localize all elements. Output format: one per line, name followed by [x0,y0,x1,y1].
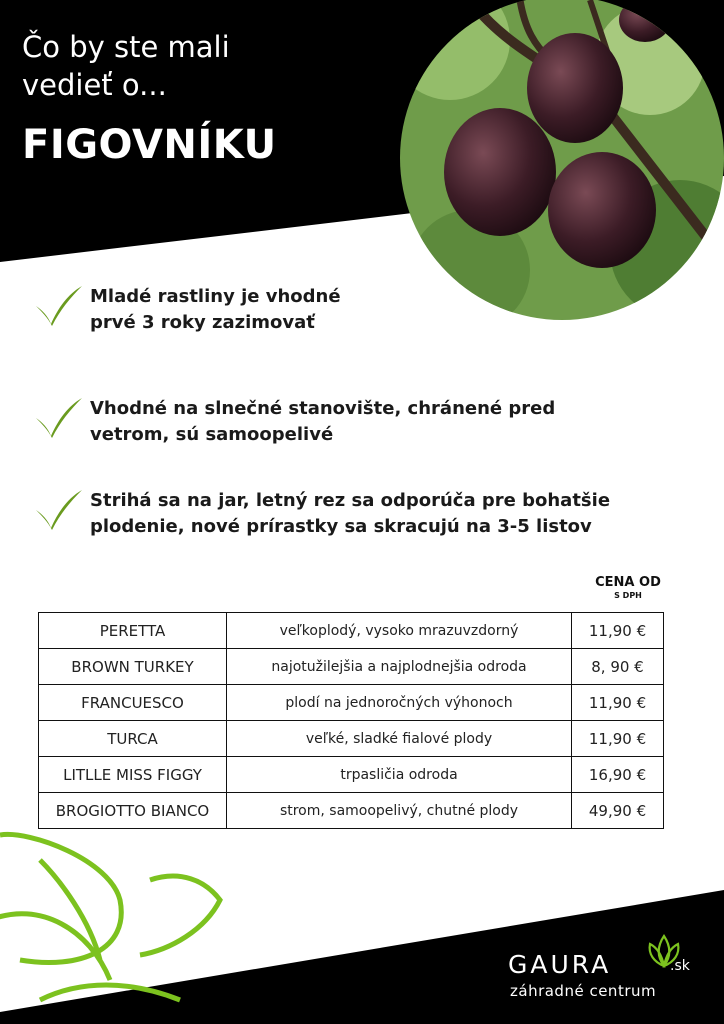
logo-tagline: záhradné centrum [510,982,657,1000]
variety-name: PERETTA [39,613,227,649]
page-title: FIGOVNÍKU [22,122,277,168]
tip-3-line-1: Strihá sa na jar, letný rez sa odporúča pre bohatšie [90,490,611,511]
variety-name: LITLLE MISS FIGGY [39,757,227,793]
variety-description: najotužilejšia a najplodnejšia odroda [227,649,572,685]
variety-price: 49,90 € [572,793,664,829]
logo-brand: GAURA [508,950,612,979]
heading-line-2: vedieť o... [22,68,167,102]
fig-fruit [527,33,623,143]
tip-2-line-1: Vhodné na slnečné stanovište, chránené pred [90,398,556,419]
variety-description: plodí na jednoročných výhonoch [227,685,572,721]
variety-name: BROWN TURKEY [39,649,227,685]
tip-1-line-1: Mladé rastliny je vhodné [90,286,341,307]
price-table [38,612,664,829]
tip-3-line-2: plodenie, nové prírastky sa skracujú na 3-5 listov [90,516,592,537]
variety-name: TURCA [39,721,227,757]
tip-2-line-2: vetrom, sú samoopelivé [90,424,334,445]
table-row [39,649,664,685]
heading-line-1: Čo by ste mali [22,30,230,64]
variety-name: BROGIOTTO BIANCO [39,793,227,829]
variety-price: 11,90 € [572,613,664,649]
variety-price: 8, 90 € [572,649,664,685]
table-row [39,721,664,757]
variety-name: FRANCUESCO [39,685,227,721]
table-row [39,685,664,721]
price-column-header [578,576,678,602]
checkmark-icon [34,284,84,328]
table-row [39,613,664,649]
gaura-logo[interactable] [508,932,708,1002]
logo-domain: .sk [670,958,690,974]
variety-description: strom, samoopelivý, chutné plody [227,793,572,829]
fig-fruit [548,152,656,268]
table-row [39,793,664,829]
checkmark-icon [34,488,84,532]
checkmark-icon [34,396,84,440]
fig-fruit [444,108,556,236]
variety-price: 11,90 € [572,721,664,757]
variety-price: 11,90 € [572,685,664,721]
variety-description: veľkoplodý, vysoko mrazuvzdorný [227,613,572,649]
variety-price: 16,90 € [572,757,664,793]
price-header-sublabel: S DPH [614,591,642,600]
tip-1-line-2: prvé 3 roky zazimovať [90,312,315,333]
price-header-label: CENA OD [595,575,661,590]
variety-description: trpasličia odroda [227,757,572,793]
table-row [39,757,664,793]
variety-description: veľké, sladké fialové plody [227,721,572,757]
decorative-leaves [0,834,220,1000]
